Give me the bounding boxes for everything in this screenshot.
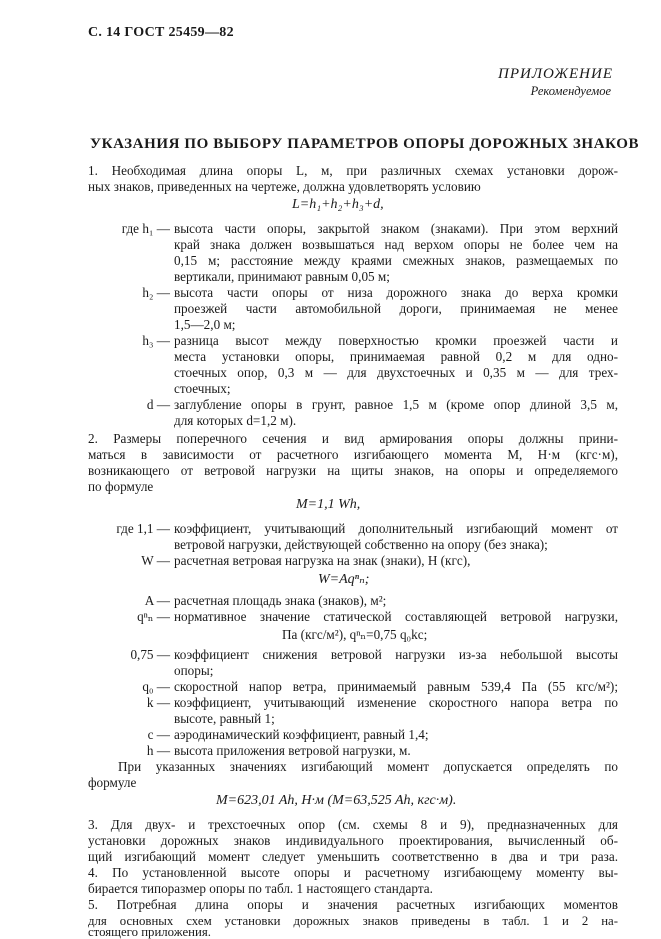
term-q0-label: q₀ — bbox=[142, 679, 170, 694]
formula-moment: M=1,1 Wh, bbox=[296, 497, 361, 512]
formula-length: L=h₁+h₂+h₃+d, bbox=[292, 197, 384, 212]
paragraph-5-line: 5. Потребная длина опоры и значения расчетных изгибающих моментов bbox=[88, 897, 618, 912]
page-header: С. 14 ГОСТ 25459—82 bbox=[88, 25, 234, 40]
term-w-text: расчетная ветровая нагрузка на знак (знаки), Н (кгс), bbox=[174, 553, 471, 568]
term-d-label: d — bbox=[146, 397, 170, 412]
appendix-title: ПРИЛОЖЕНИЕ bbox=[498, 66, 613, 82]
term-k-text: высоте, равный 1; bbox=[174, 711, 275, 726]
term-a-label: A — bbox=[144, 593, 170, 608]
term-h3-text: места установки опоры, принимаемая равной 0,2 м для одно- bbox=[174, 349, 618, 364]
appendix-status: Рекомендуемое bbox=[530, 84, 611, 98]
term-075-label: 0,75 — bbox=[130, 647, 170, 662]
paragraph-5-line: для основных схем установки дорожных знаков приведены в табл. 1 и 2 на- bbox=[88, 914, 618, 928]
term-075-text: коэффициент снижения ветровой нагрузки из-за небольшой высоты bbox=[174, 647, 618, 662]
term-h2-text: высота части опоры от низа дорожного знака до верха кромки bbox=[174, 285, 618, 300]
paragraph-3-line: 3. Для двух- и трехстоечных опор (см. схемы 8 и 9), предназначенных для bbox=[88, 817, 618, 832]
term-q0-text: скоростной напор ветра, принимаемый равным 539,4 Па (55 кгс/м²); bbox=[174, 679, 618, 694]
paragraph-2-note: формуле bbox=[88, 775, 137, 790]
paragraph-4-line: 4. По установленной высоте опоры и расчетному изгибающему моменту вы- bbox=[88, 865, 618, 880]
paragraph-1-line: ных знаков, приведенных на чертеже, должна удовлетворять условию bbox=[88, 179, 481, 194]
term-k-label: k — bbox=[146, 695, 170, 710]
term-h1-text: 0,15 м; расстояние между краями смежных знаков, размещаемых по bbox=[174, 253, 618, 268]
term-h3-text: стоечных опор, 0,3 м — для двухстоечных и 0,35 м — для трех- bbox=[174, 365, 618, 380]
paragraph-5-line: стоящего приложения. bbox=[88, 925, 211, 939]
term-c-label: c — bbox=[147, 727, 170, 742]
term-h1-text: край знака должен возвышаться над верхом опоры не более чем на bbox=[174, 237, 618, 252]
term-k-text: коэффициент, учитывающий изменение скоростного напора ветра по bbox=[174, 695, 618, 710]
term-d-text: для которых d=1,2 м). bbox=[174, 413, 297, 428]
section-title: УКАЗАНИЯ ПО ВЫБОРУ ПАРАМЕТРОВ ОПОРЫ ДОРОЖНЫХ ЗНАКОВ bbox=[90, 136, 640, 152]
formula-wind-load: W=Aqⁿₙ; bbox=[318, 572, 370, 587]
term-h2-text: проезжей части автомобильной дороги, принимаемая не менее bbox=[174, 301, 618, 316]
term-a-text: расчетная площадь знака (знаков), м²; bbox=[174, 593, 387, 608]
paragraph-1-line: 1. Необходимая длина опоры L, м, при различных схемах установки дорож- bbox=[88, 163, 618, 178]
paragraph-3-line: щий изгибающий момент следует уменьшить соответственно в два и три раза. bbox=[88, 849, 618, 864]
term-qn-label: qⁿₙ — bbox=[137, 609, 170, 624]
term-11-label: где 1,1 — bbox=[116, 521, 170, 536]
paragraph-3-line: установки дорожных знаков индивидуального проектирования, вычисленный об- bbox=[88, 833, 618, 848]
term-h-text: высота приложения ветровой нагрузки, м. bbox=[174, 743, 411, 758]
term-h1-text: вертикали, принимают равным 0,05 м; bbox=[174, 269, 390, 284]
term-h2-text: 1,5—2,0 м; bbox=[174, 317, 236, 332]
term-h3-label: h₃ — bbox=[142, 333, 170, 348]
term-11-text: ветровой нагрузки, действующей собственно на опору (без знака); bbox=[174, 537, 548, 552]
term-w-label: W — bbox=[141, 553, 170, 568]
term-h-label: h — bbox=[146, 743, 170, 758]
term-qn-formula: Па (кгс/м²), qⁿₙ=0,75 q₀kc; bbox=[282, 627, 428, 642]
term-h3-text: стоечных; bbox=[174, 381, 231, 396]
term-h3-text: разница высот между поверхностью кромки проезжей части и bbox=[174, 333, 618, 348]
paragraph-4-line: бирается типоразмер опоры по табл. 1 настоящего стандарта. bbox=[88, 881, 433, 896]
term-d-text: заглубление опоры в грунт, равное 1,5 м (кроме опор длиной 3,5 м, bbox=[174, 397, 618, 412]
term-h1-label: где h₁ — bbox=[121, 221, 170, 236]
paragraph-2-line: по формуле bbox=[88, 479, 154, 494]
paragraph-2-line: маться в зависимости от расчетного изгибающего момента М, Н·м (кгс·м), bbox=[88, 447, 618, 462]
term-h2-label: h₂ — bbox=[142, 285, 170, 300]
term-11-text: коэффициент, учитывающий дополнительный изгибающий момент от bbox=[174, 521, 618, 536]
formula-moment-simplified: M=623,01 Ah, Н·м (M=63,525 Ah, кгс·м). bbox=[216, 793, 457, 808]
paragraph-2-note: При указанных значениях изгибающий момент допускается определять по bbox=[118, 759, 618, 774]
term-h1-text: высота части опоры, закрытой знаком (знаками). При этом верхний bbox=[174, 221, 618, 236]
term-c-text: аэродинамический коэффициент, равный 1,4; bbox=[174, 727, 429, 742]
paragraph-2-line: возникающего от ветровой нагрузки на щиты знаков, на опоры и определяемого bbox=[88, 463, 618, 478]
paragraph-2-line: 2. Размеры поперечного сечения и вид армирования опоры должны прини- bbox=[88, 431, 618, 446]
term-075-text: опоры; bbox=[174, 663, 214, 678]
term-qn-text: нормативное значение статической составляющей ветровой нагрузки, bbox=[174, 609, 618, 624]
